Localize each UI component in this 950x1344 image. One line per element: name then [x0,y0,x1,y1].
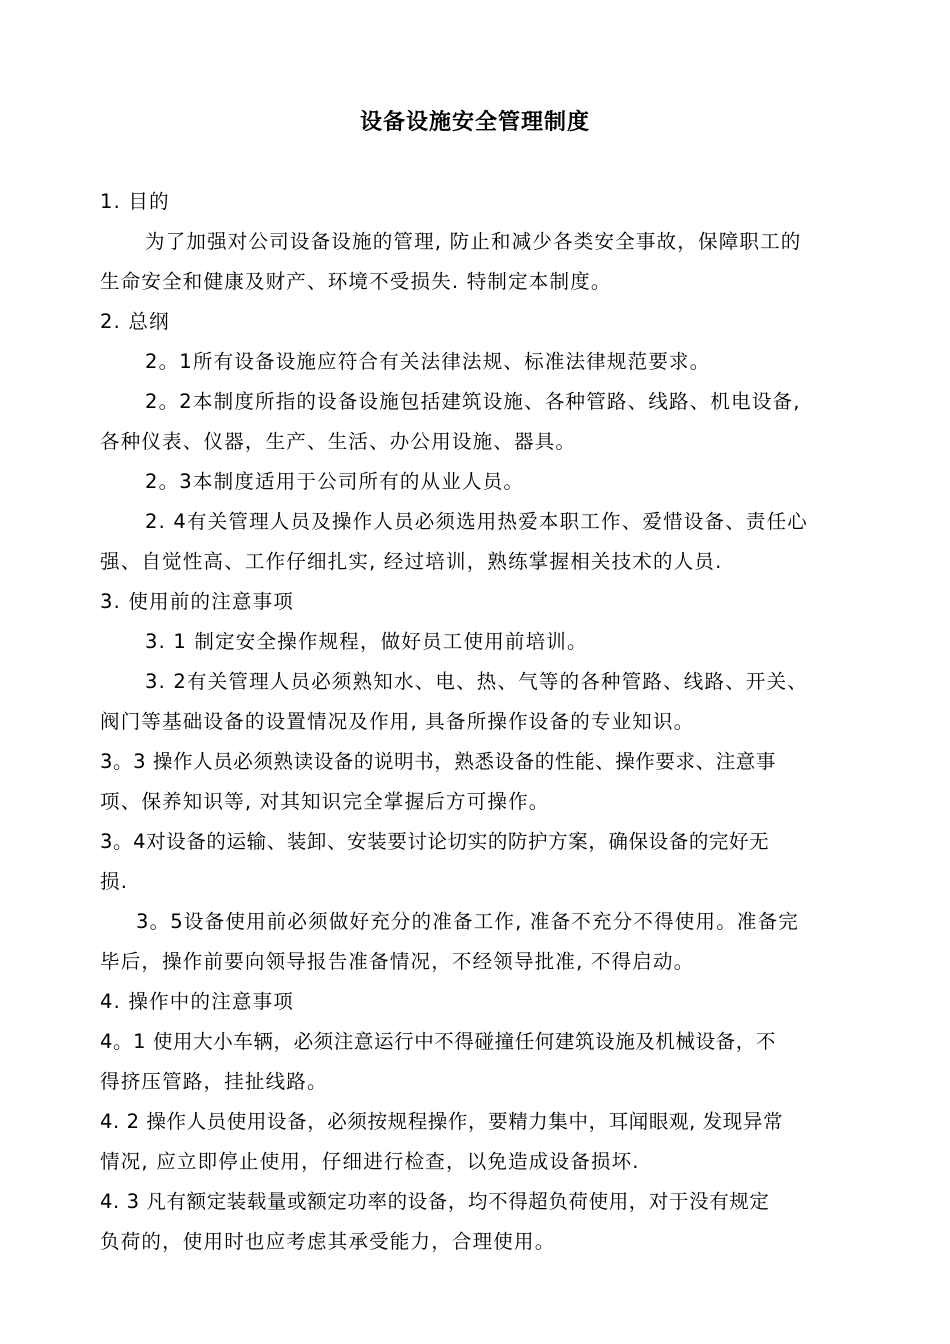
document-body [100,182,852,1262]
section-heading-2: 2. 总纲 [100,310,170,333]
paragraph-line: 3. 2有关管理人员必须熟知水、电、热、气等的各种管路、线路、开关、 [145,670,809,693]
paragraph-line: 阀门等基础设备的设置情况及作用, 具备所操作设备的专业知识。 [100,710,695,733]
paragraph-line: 情况, 应立即停止使用，仔细进行检查，以免造成设备损坏. [100,1150,640,1173]
paragraph-line: 强、自觉性高、工作仔细扎实, 经过培训，熟练掌握相关技术的人员. [100,550,723,573]
paragraph-line: 得挤压管路，挂扯线路。 [100,1070,328,1093]
paragraph-line: 2。2本制度所指的设备设施包括建筑设施、各种管路、线路、机电设备, [145,390,801,413]
paragraph-line: 2。3本制度适用于公司所有的从业人员。 [145,470,525,493]
paragraph-line: 毕后，操作前要向领导报告准备情况，不经领导批准, 不得启动。 [100,950,695,973]
paragraph-line: 4. 3 凡有额定装载量或额定功率的设备，均不得超负荷使用，对于没有规定 [100,1190,770,1213]
section-heading-1: 1. 目的 [100,190,170,213]
paragraph-line: 3。5设备使用前必须做好充分的准备工作, 准备不充分不得使用。准备完 [136,910,800,933]
paragraph-line: 3。3 操作人员必须熟读设备的说明书，熟悉设备的性能、操作要求、注意事 [100,750,777,773]
paragraph-line: 项、保养知识等, 对其知识完全掌握后方可操作。 [100,790,550,813]
paragraph-line: 负荷的，使用时也应考虑其承受能力，合理使用。 [100,1230,556,1253]
section-heading-4: 4. 操作中的注意事项 [100,990,295,1013]
paragraph-line: 2. 4有关管理人员及操作人员必须选用热爱本职工作、爱惜设备、责任心 [145,510,809,533]
paragraph-line: 4。1 使用大小车辆，必须注意运行中不得碰撞任何建筑设施及机械设备，不 [100,1030,777,1053]
paragraph-line: 3。4对设备的运输、装卸、安装要讨论切实的防护方案，确保设备的完好无 [100,830,770,853]
paragraph-line: 4. 2 操作人员使用设备，必须按规程操作，要精力集中，耳闻眼观, 发现异常 [100,1110,784,1133]
paragraph-line: 各种仪表、仪器，生产、生活、办公用设施、器具。 [100,430,577,453]
paragraph-line: 3. 1 制定安全操作规程，做好员工使用前培训。 [145,630,588,653]
page-title: 设备设施安全管理制度 [359,110,590,135]
paragraph-line: 2。1所有设备设施应符合有关法律法规、标准法律规范要求。 [145,350,711,373]
paragraph-line: 损. [100,870,129,893]
section-heading-3: 3. 使用前的注意事项 [100,590,295,613]
paragraph-line: 为了加强对公司设备设施的管理, 防止和减少各类安全事故，保障职工的 [145,230,802,253]
paragraph-line: 生命安全和健康及财产、环境不受损失. 特制定本制度。 [100,270,612,293]
